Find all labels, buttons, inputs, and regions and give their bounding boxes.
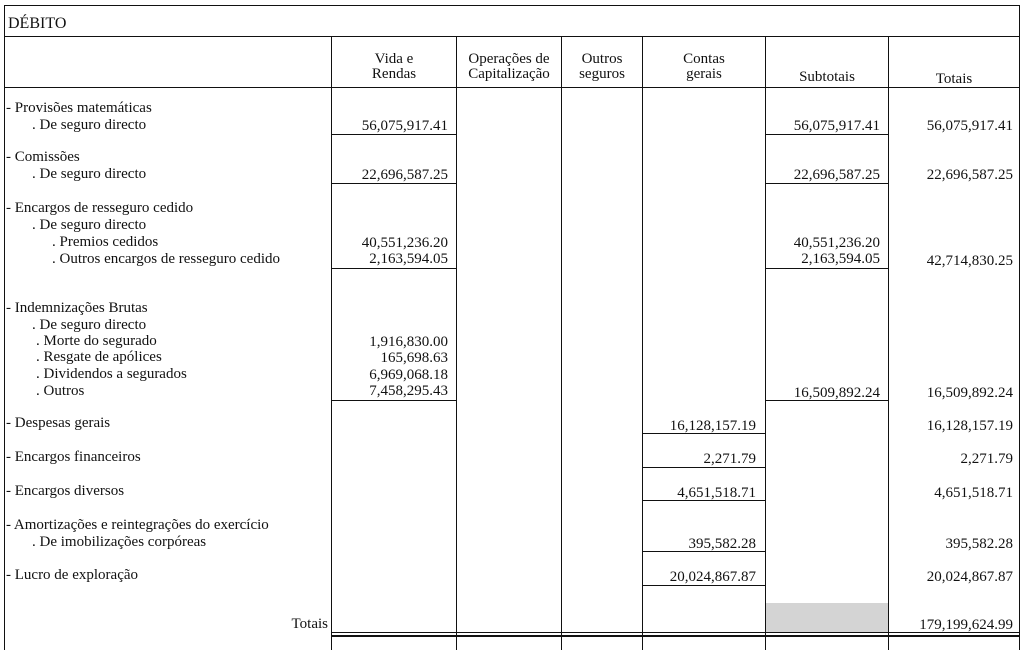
col-header-totais: Totais <box>935 71 973 87</box>
row-sublabel: . De seguro directo <box>32 217 147 233</box>
col-header-contas-gerais: Contas gerais <box>683 51 725 82</box>
total-value: 16,128,157.19 <box>926 418 1013 434</box>
col-header-vida-rendas: Vida e Rendas <box>371 51 417 82</box>
row-sublabel: . De seguro directo <box>32 317 147 333</box>
contas-value: 395,582.28 <box>688 536 756 552</box>
row-label: - Encargos financeiros <box>6 449 141 465</box>
total-value: 16,509,892.24 <box>926 385 1013 401</box>
row-sublabel: . Premios cedidos <box>52 234 159 250</box>
page-title: DÉBITO <box>8 15 67 32</box>
vida-value: 6,969,068.18 <box>369 367 448 383</box>
row-label: - Encargos de resseguro cedido <box>6 200 194 216</box>
title-divider <box>4 36 1020 37</box>
underline <box>765 268 889 269</box>
shaded-subtotal-cell <box>766 603 888 632</box>
total-value: 56,075,917.41 <box>926 118 1013 134</box>
col-divider-4 <box>642 36 643 650</box>
vida-value: 22,696,587.25 <box>361 167 448 183</box>
underline <box>765 134 889 135</box>
contas-value: 16,128,157.19 <box>669 418 756 434</box>
col-divider-6 <box>888 36 889 650</box>
col-divider-3 <box>561 36 562 650</box>
row-label: - Amortizações e reintegrações do exercício <box>6 517 269 533</box>
vida-value: 165,698.63 <box>380 350 448 366</box>
col-header-capitalizacao: Operações de Capitalização <box>468 51 550 82</box>
total-value: 42,714,830.25 <box>926 253 1013 269</box>
row-sublabel: . De imobilizações corpóreas <box>32 534 207 550</box>
col-divider-2 <box>456 36 457 650</box>
row-label: - Lucro de exploração <box>6 567 139 583</box>
row-label: - Comissões <box>6 149 80 165</box>
totais-label: Totais <box>291 616 328 632</box>
total-value: 395,582.28 <box>945 536 1013 552</box>
subtotal-value: 22,696,587.25 <box>793 167 880 183</box>
row-label: - Despesas gerais <box>6 415 111 431</box>
grand-total-value: 179,199,624.99 <box>919 617 1013 633</box>
col-header-outros-seguros: Outros seguros <box>579 51 625 82</box>
vida-value: 56,075,917.41 <box>361 118 448 134</box>
underline <box>331 400 457 401</box>
frame-right <box>1019 5 1020 650</box>
vida-value: 7,458,295.43 <box>369 383 448 399</box>
total-rule-double <box>331 635 1020 637</box>
col-divider-5 <box>765 36 766 650</box>
frame-left <box>4 5 5 650</box>
row-sublabel: . Outros encargos de resseguro cedido <box>52 251 280 267</box>
subtotal-value: 56,075,917.41 <box>793 118 880 134</box>
row-sublabel: . Morte do segurado <box>36 333 157 349</box>
vida-value: 2,163,594.05 <box>369 251 448 267</box>
row-label: - Indemnizações Brutas <box>6 300 148 316</box>
contas-value: 20,024,867.87 <box>669 569 756 585</box>
col-divider-1 <box>331 36 332 650</box>
underline <box>765 183 889 184</box>
row-sublabel: . Dividendos a segurados <box>36 366 187 382</box>
underline <box>331 134 457 135</box>
subtotal-value: 40,551,236.20 <box>793 235 880 251</box>
underline <box>331 268 457 269</box>
total-value: 2,271.79 <box>960 451 1013 467</box>
total-value: 4,651,518.71 <box>934 485 1013 501</box>
underline <box>331 183 457 184</box>
col-header-subtotais: Subtotais <box>799 69 855 85</box>
row-label: - Provisões matemáticas <box>6 100 152 116</box>
underline <box>642 467 766 468</box>
row-sublabel: . Resgate de apólices <box>36 349 162 365</box>
row-label: - Encargos diversos <box>6 483 125 499</box>
header-divider <box>4 87 1020 88</box>
row-sublabel: . De seguro directo <box>32 166 147 182</box>
total-value: 22,696,587.25 <box>926 167 1013 183</box>
vida-value: 40,551,236.20 <box>361 235 448 251</box>
frame-top <box>4 5 1020 6</box>
vida-value: 1,916,830.00 <box>369 334 448 350</box>
row-sublabel: . De seguro directo <box>32 117 147 133</box>
underline <box>642 585 766 586</box>
subtotal-value: 16,509,892.24 <box>793 385 880 401</box>
row-sublabel: . Outros <box>36 383 85 399</box>
total-value: 20,024,867.87 <box>926 569 1013 585</box>
subtotal-value: 2,163,594.05 <box>801 251 880 267</box>
contas-value: 4,651,518.71 <box>677 485 756 501</box>
contas-value: 2,271.79 <box>703 451 756 467</box>
